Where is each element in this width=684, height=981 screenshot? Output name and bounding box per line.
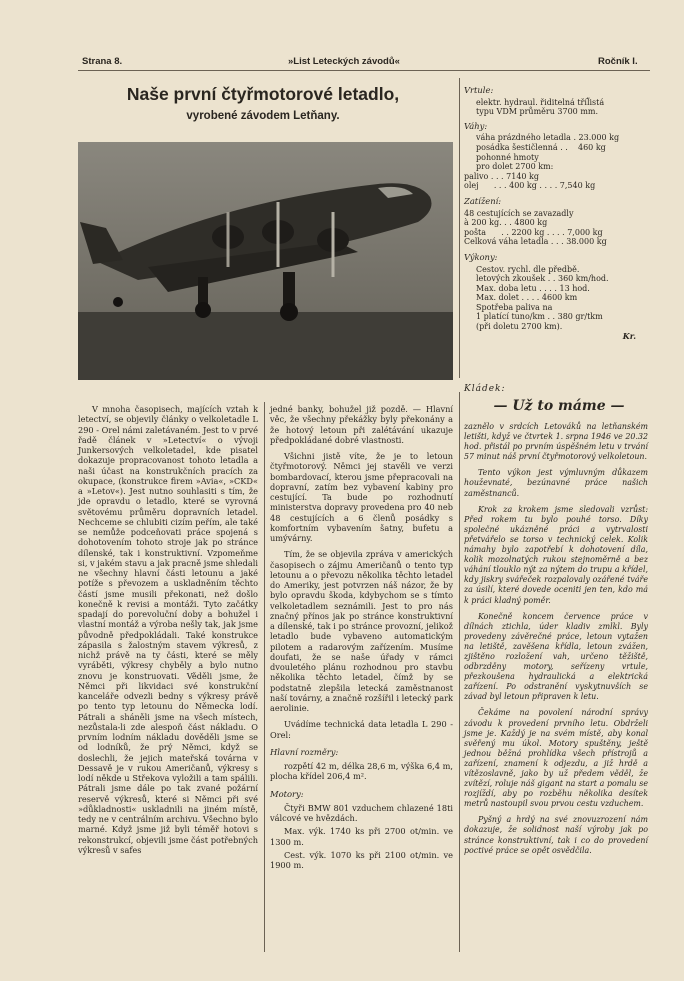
spec-line: Max. dolet . . . . 4600 km <box>476 293 578 303</box>
spec-text: rozpětí 42 m, délka 28,6 m, výška 6,4 m, plocha křídel 206,4 m². <box>270 761 453 782</box>
spec-line: pohonné hmoty <box>476 152 539 162</box>
spec-heading: Váhy: <box>464 120 488 131</box>
kladek-paragraph: Tento výkon jest výmluvným důkazem houževnaté, bezúnavné práce našich zaměstnanců. <box>464 468 648 498</box>
kladek-headline: — Už to máme — <box>493 398 625 414</box>
specs-column <box>464 86 654 341</box>
spec-line: Cestov. rychl. dle předbě. <box>476 264 580 274</box>
article-column-2 <box>270 404 453 870</box>
column-divider <box>459 392 460 952</box>
publication-name: »List Leteckých závodů« <box>288 56 400 67</box>
spec-text: Cest. výk. 1070 ks při 2100 ot/min. ve 1900 m. <box>270 849 453 870</box>
spec-line: Spotřeba paliva na <box>476 302 553 312</box>
kladek-paragraph: Pyšný a hrdý na své znovuzrození nám dokazuje, že solidnost naší výroby jak po stránce konstruktivní, tak i co do provedení poctivé práce se opět osvědčila. <box>464 815 648 855</box>
article-paragraph: Uvádíme technická data letadla L 290 - Orel: <box>270 719 453 740</box>
article-column-1 <box>78 404 258 855</box>
spec-line: Max. doba letu . . . . 13 hod. <box>476 283 590 293</box>
spec-line: posádka šestičlenná . . 460 kg <box>476 142 606 152</box>
article-paragraph: V mnoha časopisech, majících vztah k letectví, se objevily články o velkoletadle L 290 - Orel námi zaletávaném. Jest to v prvé řadě článek v »Letectví« o vývoji Junkersových velkoletadel, kde pisatel dokazuje propracovanost tohoto letadla a naši účast na konstrukčních pracích za okupace, (konstrukce firem »Avia«, »CKD« a »Letov«). Jest nutno souhlasiti s tím, že jde opravdu o letadlo, které se vyrovná světovému průměru dopravních letadel. Nechceme se chlubiti cizím peřím, ale také se nemůže podceňovati práce spojená s dohotovením tohoto stroje jak po stránce dílenské, tak i konstruktivní. Vzpomeňme si, v jakém stavu a jak pracně jsme shledali ne všechny hlavní části letounu a jaké potíže s převozem a uskladněním těchto částí jsme musili překonati, než došlo konečně k revisi a montáži. Tyto začátky spadají do porevoluční doby a bohužel i vlastní montáž a výroba nešly tak, jak jsme původně předpokládali. Také konstrukce zápasila s žalostným stavem výkresů, z nichž právě na ty části, které se měly vyráběti, výkresy chyběly a bylo nutno znovu je konstruovati. Věděli jsme, že Němci při likvidaci své konstrukční kanceláře odvezli bedny s výkresy právě po tento typ letounu do Německa lodí. Pátrali a sháněli jsme na všech místech, nezůstala-li zde alespoň část nákladu. O prvním lodním nákladu dověděli jsme se od lodníků, že prý Němci, když se doslechli, že jejich mateřská továrna v Dessavě je v rukou Američanů, výkresy s lodí někde u Střekova vyložili a tam spálili. Pátrali jsme dále po tak zvané požární reservě výkresů, které si Němci při své »důkladnosti« uskladnili na jiném místě, tedy ne v centrálním archivu. Všechno bylo marné. Když jsme již byli téměř hotovi s rekonstrukcí, objevili jsme část potřebných výkresů v safes <box>78 404 258 855</box>
spec-text: Max. výk. 1740 ks při 2700 ot/min. ve 1300 m. <box>270 826 453 847</box>
spec-line: à 200 kg. . . 4800 kg <box>464 218 548 228</box>
column-divider <box>459 78 460 378</box>
header-rule <box>78 70 650 71</box>
signature: Kr. <box>622 330 636 341</box>
spec-line: olej . . . 400 kg . . . . 7,540 kg <box>464 181 596 191</box>
kladek-text <box>464 422 648 856</box>
column-divider <box>264 402 265 952</box>
kladek-paragraph: Konečně koncem července práce v dílnách ztichla, úder kladiv zmlkl. Byly provedeny závěrečné práce, letoun vytažen na letiště, zavěšena křídla, letoun zvážen, zjištěno rozložení vah, určeno těžiště, odbrzděny motory, seřízeny vrtule, přezkoušena hydraulická a elektrická zařízení. Po odstranění vyskytnuvších se závad byl letoun připraven k letu. <box>464 611 648 702</box>
kladek-paragraph: Čekáme na povolení národní správy závodu k provedení prvního letu. Obdrželi jsme je. Každý je na svém místě, aby konal svěřený mu úkol. Motory spuštěny, ještě jednou běžná prohlídka všech přístrojů a zařízení, znamení k odjezdu, a již hrdě a vítězoslavně, jako by už předem věděl, že zvítězí, roluje náš gigant na start a pomalu se rozjíždí, aby po rozběhu několika desítek metrů nastoupil svou prvou cestu vzduchem. <box>464 708 648 809</box>
spec-line: 48 cestujících se zavazadly <box>464 208 574 218</box>
article-paragraph: jedné banky, bohužel již pozdě. — Hlavní věc, že všechny překážky byly překonány a že hotový letoun při zalétávání ukazuje předpokládané dobré vlastnosti. <box>270 404 453 445</box>
kladek-label: Kládek: <box>464 384 506 394</box>
spec-line: pošta . . 2200 kg . . . . 7,000 kg <box>464 227 603 237</box>
spec-heading: Vrtule: <box>464 85 494 95</box>
volume-label: Ročník I. <box>598 56 638 67</box>
spec-line: Celková váha letadla . . . 38.000 kg <box>464 237 607 247</box>
article-subtitle: vyrobené závodem Letňany. <box>186 110 340 122</box>
spec-text: Čtyři BMW 801 vzduchem chlazené 18ti válcové ve hvězdách. <box>270 802 453 823</box>
spec-line: (při doletu 2700 km). <box>476 322 563 332</box>
spec-line: typu VDM průměru 3700 mm. <box>476 107 599 117</box>
spec-line: 1 platící tuno/km . . 380 gr/tkm <box>476 312 603 322</box>
spec-heading: Motory: <box>270 788 304 799</box>
spec-line: pro dolet 2700 km: <box>476 162 554 172</box>
page-number: Strana 8. <box>82 56 123 67</box>
kladek-paragraph: zaznělo v srdcích Letováků na letňanském letišti, když ve čtvrtek 1. srpna 1946 ve 20.32 hod. přistál po prvním úspěšném letu v trvání 57 minut náš první čtyřmotorový velkoletoun. <box>464 422 648 462</box>
article-title: Naše první čtyřmotorové letadlo, <box>126 84 400 104</box>
spec-line: elektr. hydraul. řiditelná tříl̈istá <box>476 97 605 107</box>
spec-heading: Hlavní rozměry: <box>270 746 339 757</box>
spec-line: palivo . . . 7140 kg <box>464 171 540 181</box>
aircraft-photo <box>78 142 453 380</box>
spec-heading: Výkony: <box>464 251 498 262</box>
kladek-paragraph: Krok za krokem jsme sledovali vzrůst: Před rokem tu bylo pouhé torso. Díky společné ukázněné práci a vytrvalosti přetvářelo se torso v technický celek. Kolik námahy bylo zapotřebí k dohotovení díla, kolik mozolnatých rukou stejnoměrně a bez váhání tlouklo nýt za nýtem do trupu a křídel, kdy jiskry svářeček rozpalovaly ozářené tváře za úsilí, které dovede oceniti jen ten, kdo má k práci kladný poměr. <box>464 504 648 605</box>
spec-line: váha prázdného letadla . 23.000 kg <box>476 133 620 143</box>
article-paragraph: Tím, že se objevila zpráva v amerických časopisech o zájmu Američanů o tento typ letounu a o převozu několika těchto letadel do Ameriky, jest potvrzen náš názor, že by bylo opravdu škoda, kdybychom se s tímto velkoletadlem seznámili. Jest to pro nás značný přínos jak po stránce konstruktivní a dílenské, tak i po stránce provozní, jelikož letadlo bude vybaveno automatickým pilotem a radarovým zařízením. Musíme doufati, že se naše úřady v rámci dvouletého plánu rozhodnou pro stavbu několika těchto letadel, čímž by se podstatně zlepšila letecká zaměstnanost naší továrny, a značně rozšířil i letecký park aerolinie. <box>270 549 453 713</box>
article-paragraph: Všichni jistě víte, že je to letoun čtyřmotorový. Němci jej stavěli ve verzi bombardovací, kterou jsme přepracovali na dopravní, zatím bez vybavení kabiny pro cestující. Ta bude po rozhodnutí ministerstva dopravy provedena pro 40 neb 48 cestujících a 6 členů posádky s komfortním vybavením šatny, bufetu a umývárny. <box>270 451 453 543</box>
spec-heading: Zatížení: <box>464 195 502 206</box>
spec-line: letových zkoušek . . 360 km/hod. <box>476 274 609 284</box>
